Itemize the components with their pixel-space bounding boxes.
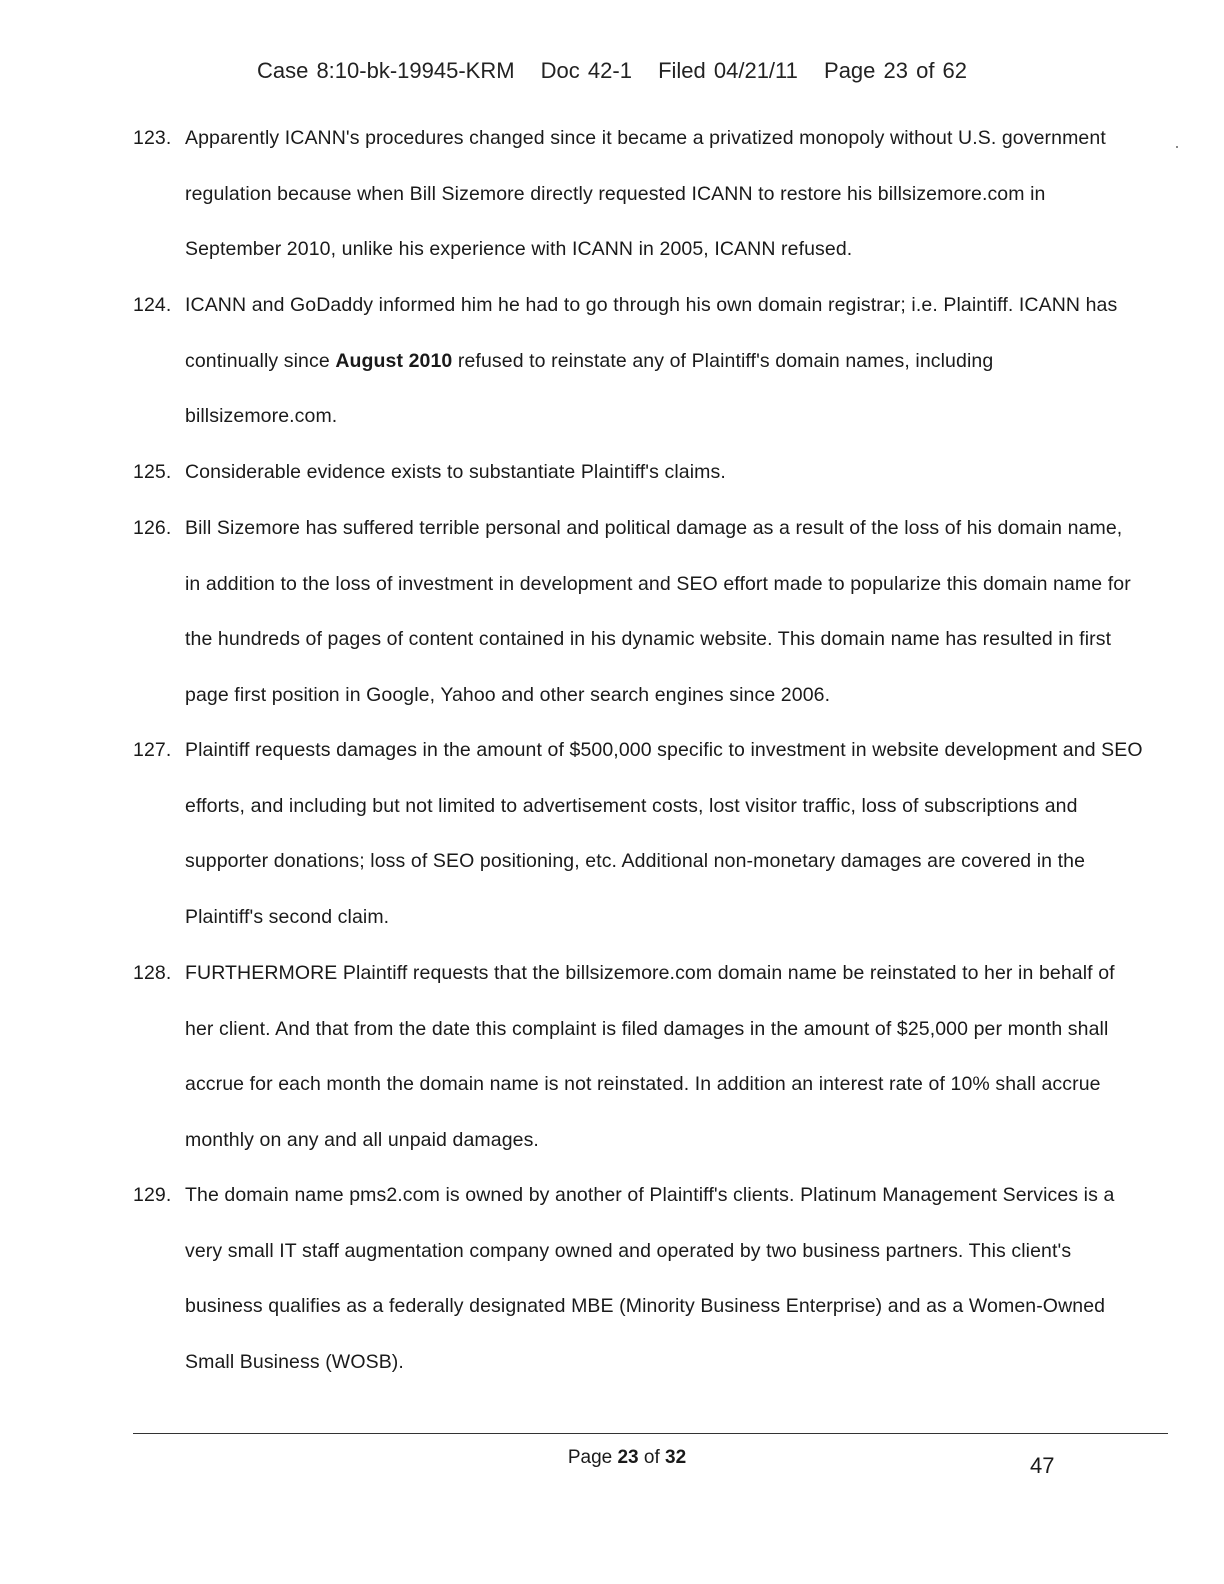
paragraph-number: 126. xyxy=(133,517,172,539)
paragraph-text: The domain name pms2.com is owned by another of Plaintiff's clients. Platinum Management Services is a very small IT staff augmentation company owned and operated by two business partners. This client's business qualifies as a federally designated MBE (Minority Business Enterprise) and as a Women-Owned Small Business (WOSB). xyxy=(185,1184,1115,1373)
paragraph-125 xyxy=(133,445,1143,501)
paragraph-127 xyxy=(133,723,1143,945)
exhibit-page-stamp: 47 xyxy=(1030,1453,1055,1478)
case-number: Case 8:10-bk-19945-KRM xyxy=(256,58,515,83)
footer-total-pages: 32 xyxy=(665,1447,687,1468)
scan-speck xyxy=(1176,146,1178,148)
paragraph-129 xyxy=(133,1168,1143,1390)
filed-date: Filed 04/21/11 xyxy=(658,58,798,83)
paragraph-126 xyxy=(133,501,1143,723)
footer-divider xyxy=(133,1433,1168,1434)
paragraph-number: 123. xyxy=(133,127,172,149)
paragraph-number: 128. xyxy=(133,962,172,984)
paragraph-text: Apparently ICANN's procedures changed since it became a privatized monopoly without U.S. government regulation because when Bill Sizemore directly requested ICANN to restore his billsizemore.com in September 2010, unlike his experience with ICANN in 2005, ICANN refused. xyxy=(185,127,1106,260)
paragraph-text: Bill Sizemore has suffered terrible personal and political damage as a result of the loss of his domain name, in addition to the loss of investment in development and SEO effort made to popularize this domain name for the hundreds of pages of content contained in his dynamic website. This domain name has resulted in first page first position in Google, Yahoo and other search engines since 2006. xyxy=(185,517,1131,706)
paragraph-text: Considerable evidence exists to substantiate Plaintiff's claims. xyxy=(185,461,726,483)
doc-number: Doc 42-1 xyxy=(540,58,632,83)
paragraph-128 xyxy=(133,946,1143,1168)
paragraph-text: ICANN and GoDaddy informed him he had to go through his own domain registrar; i.e. Plaintiff. ICANN has continually since August 2010 refused to reinstate any of Plaintiff's domain names, including billsizemore.com. xyxy=(185,294,1118,427)
paragraph-123 xyxy=(133,111,1143,278)
page-footer: Page 23 of 32 xyxy=(567,1447,687,1468)
paragraph-text: FURTHERMORE Plaintiff requests that the billsizemore.com domain name be reinstated to her in behalf of her client. And that from the date this complaint is filed damages in the amount of $25,000 per month shall accrue for each month the domain name is not reinstated. In addition an interest rate of 10% shall accrue monthly on any and all unpaid damages. xyxy=(185,962,1115,1151)
paragraph-number: 129. xyxy=(133,1184,172,1206)
case-header xyxy=(0,58,1224,84)
header-page: Page 23 of 62 xyxy=(824,58,968,83)
paragraph-number: 125. xyxy=(133,461,172,483)
footer-current-page: 23 xyxy=(617,1447,639,1468)
bold-date: August 2010 xyxy=(335,349,453,372)
paragraph-text: Plaintiff requests damages in the amount of $500,000 specific to investment in website development and SEO efforts, and including but not limited to advertisement costs, lost visitor traffic, loss of subscriptions and supporter donations; loss of SEO positioning, etc. Additional non-monetary damages are covered in the Plaintiff's second claim. xyxy=(185,739,1143,928)
paragraph-number: 124. xyxy=(133,294,172,316)
paragraph-number: 127. xyxy=(133,739,172,761)
paragraph-124 xyxy=(133,278,1143,445)
